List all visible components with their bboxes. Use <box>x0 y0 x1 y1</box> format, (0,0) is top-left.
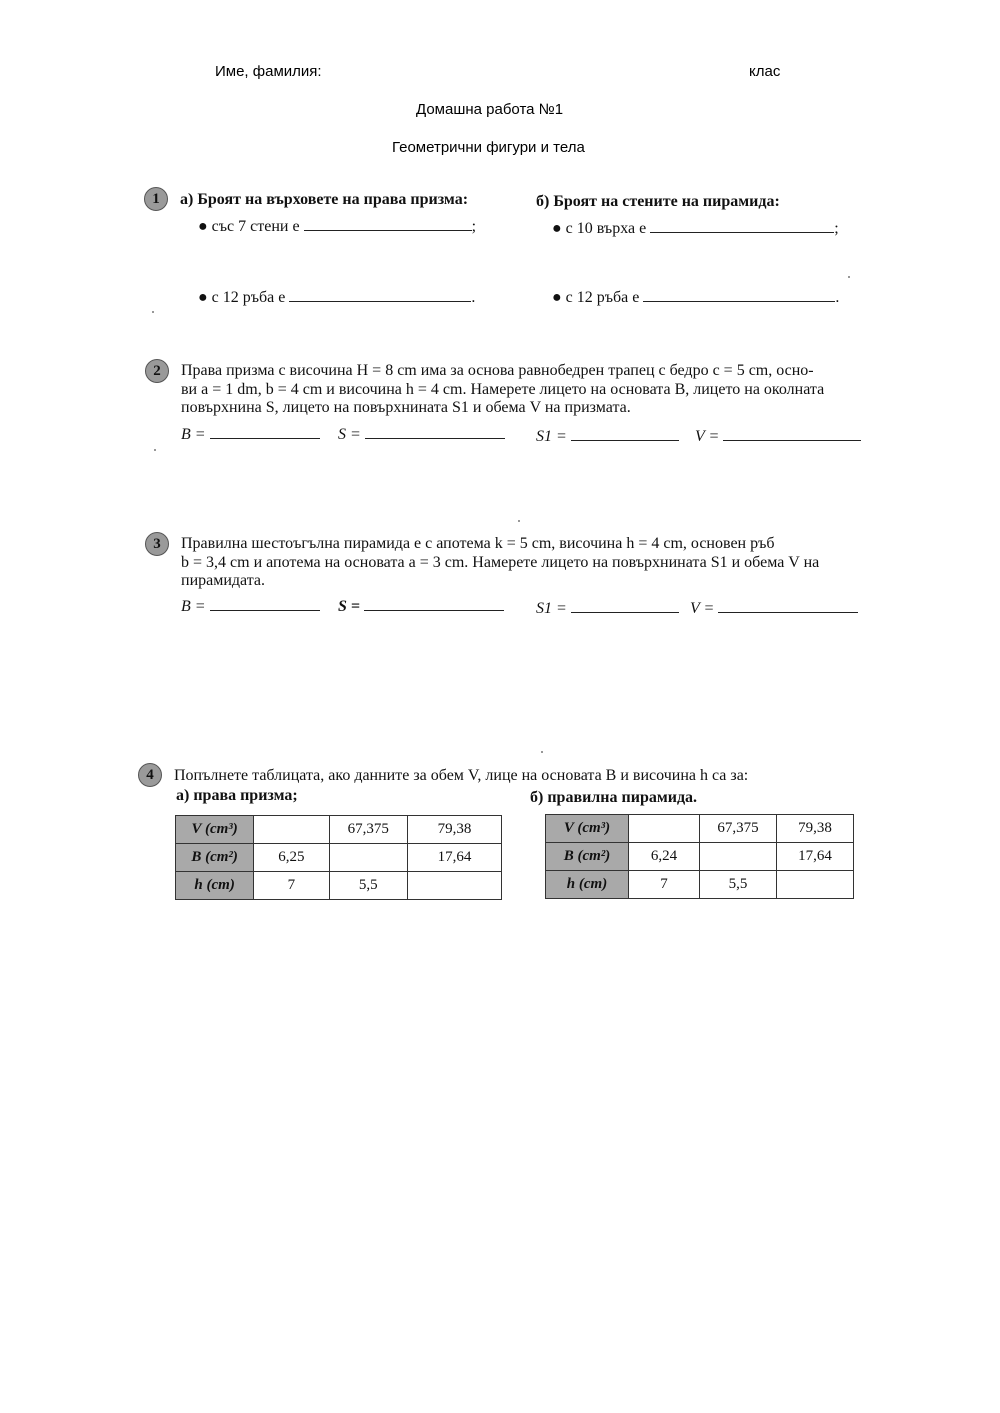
table-row <box>546 843 854 871</box>
table-header-cell: V (cm³) <box>176 816 254 844</box>
q2-v-answer-line[interactable] <box>723 426 861 441</box>
table-cell-input[interactable] <box>629 815 700 843</box>
q1-b-item1-answer-line[interactable] <box>650 218 834 233</box>
name-label: Име, фамилия: <box>215 63 322 80</box>
q3-answer-v: V = <box>690 598 858 618</box>
scan-speck <box>518 520 520 522</box>
q1-a-item2: ● с 12 ръба е . <box>198 289 476 306</box>
question-3-number: 3 <box>145 532 169 556</box>
q3-answer-b: B = <box>181 596 320 616</box>
scan-speck <box>541 751 543 753</box>
q2-answer-v: V = <box>695 426 861 446</box>
q3-v-answer-line[interactable] <box>718 598 858 613</box>
q1-b-item2: ● с 12 ръба е . <box>552 289 840 306</box>
q3-answer-s: S = <box>338 596 504 616</box>
table-header-cell: h (cm) <box>546 871 629 899</box>
table-cell: 67,375 <box>700 815 777 843</box>
q2-answer-s1: S1 = <box>536 426 679 446</box>
table-header-cell: V (cm³) <box>546 815 629 843</box>
table-row <box>176 872 502 900</box>
table-row <box>546 815 854 843</box>
table-row <box>176 816 502 844</box>
page-title: Домашна работа №1 <box>416 101 564 118</box>
q1-a-item1: ● със 7 стени е ; <box>198 218 477 235</box>
table-header-cell: B (cm²) <box>546 843 629 871</box>
q4-a-label: а) права призма; <box>176 787 298 804</box>
question-1-number: 1 <box>144 187 168 211</box>
table-cell-input[interactable] <box>407 872 501 900</box>
scan-speck <box>848 276 850 278</box>
scan-speck <box>154 449 156 451</box>
table-cell: 6,25 <box>254 844 329 872</box>
table-cell-input[interactable] <box>329 844 407 872</box>
q3-b-answer-line[interactable] <box>210 596 320 611</box>
class-label: клас <box>749 63 781 80</box>
q4-intro: Попълнете таблицата, ако данните за обем V, лице на основата B и височина h са за: <box>174 767 749 784</box>
table-cell: 5,5 <box>329 872 407 900</box>
q4-b-label: б) правилна пирамида. <box>530 789 698 806</box>
table-cell: 67,375 <box>329 816 407 844</box>
question-2-number: 2 <box>145 359 169 383</box>
table-header-cell: B (cm²) <box>176 844 254 872</box>
q3-text: Правилна шестоъгълна пирамида е с апотема k = 5 cm, височина h = 4 cm, основен ръб b = 3,4 cm и апотема на основата a = 3 cm. Намерете лицето на повърхнината S1 и обема V на пирамидата. <box>181 535 820 589</box>
table-cell: 7 <box>629 871 700 899</box>
question-4-number: 4 <box>138 763 162 787</box>
q2-s1-answer-line[interactable] <box>571 426 679 441</box>
q1-b-item2-answer-line[interactable] <box>643 287 835 302</box>
table-cell-input[interactable] <box>254 816 329 844</box>
table-cell-input[interactable] <box>700 843 777 871</box>
q1-a-item2-answer-line[interactable] <box>289 287 471 302</box>
table-header-cell: h (cm) <box>176 872 254 900</box>
q2-b-answer-line[interactable] <box>210 424 320 439</box>
q3-s1-answer-line[interactable] <box>571 598 679 613</box>
table-cell: 7 <box>254 872 329 900</box>
q2-answer-s: S = <box>338 424 505 444</box>
q1-b-item1: ● с 10 върха е ; <box>552 220 839 237</box>
q4-table-pyramid <box>545 814 854 899</box>
q1-a-item1-answer-line[interactable] <box>304 216 472 231</box>
q3-s-answer-line[interactable] <box>364 596 504 611</box>
table-row <box>176 844 502 872</box>
table-cell: 17,64 <box>777 843 854 871</box>
q2-answer-b: B = <box>181 424 320 444</box>
q2-text: Права призма с височина H = 8 cm има за основа равнобедрен трапец с бедро c = 5 cm, осно- ви a = 1 dm, b = 4 cm и височина h = 4 cm. Намерете лицето на основата B, лицето на околната повърхнина S, лицето на повърхнината S1 и обема V на призмата. <box>181 362 825 416</box>
q4-table-prism <box>175 815 502 900</box>
scan-speck <box>152 311 154 313</box>
page-subtitle: Геометрични фигури и тела <box>392 139 585 156</box>
table-cell-input[interactable] <box>777 871 854 899</box>
table-cell: 79,38 <box>777 815 854 843</box>
q1-a-title: а) Броят на върховете на права призма: <box>180 191 469 208</box>
table-row <box>546 871 854 899</box>
table-cell: 5,5 <box>700 871 777 899</box>
q2-s-answer-line[interactable] <box>365 424 505 439</box>
q3-answer-s1: S1 = <box>536 598 679 618</box>
table-cell: 6,24 <box>629 843 700 871</box>
table-cell: 17,64 <box>407 844 501 872</box>
q1-b-title: б) Броят на стените на пирамида: <box>536 193 780 210</box>
table-cell: 79,38 <box>407 816 501 844</box>
